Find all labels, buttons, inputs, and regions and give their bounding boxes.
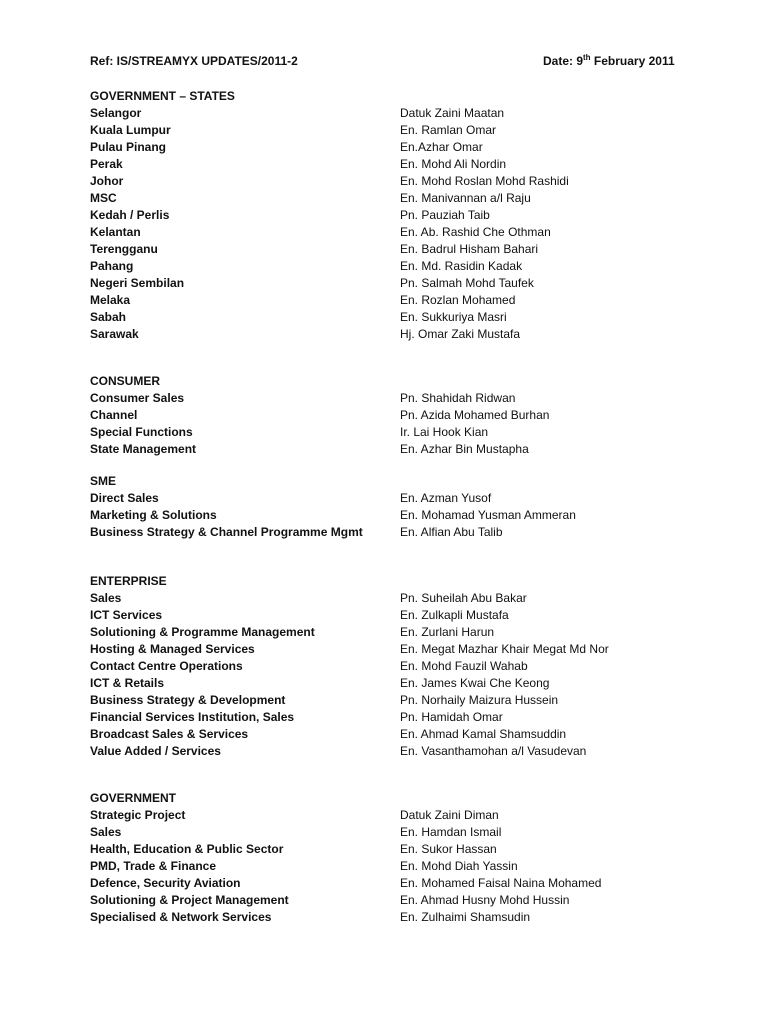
person-name: Pn. Shahidah Ridwan (400, 391, 516, 405)
person-name: En.Azhar Omar (400, 140, 483, 154)
department-label: Financial Services Institution, Sales (90, 710, 295, 724)
person-name: En. Zurlani Harun (400, 625, 495, 639)
person-name: Pn. Norhaily Maizura Hussein (400, 693, 559, 707)
date-superscript: th (583, 53, 591, 62)
list-item (90, 309, 690, 326)
list-item (90, 424, 690, 441)
person-name: En. Mohd Roslan Mohd Rashidi (400, 174, 569, 188)
department-label: Health, Education & Public Sector (90, 842, 284, 856)
section-government-states (90, 88, 690, 343)
person-name: Hj. Omar Zaki Mustafa (400, 327, 521, 341)
list-item (90, 709, 690, 726)
section-title: GOVERNMENT – STATES (90, 89, 235, 103)
department-label: Sabah (90, 310, 127, 324)
person-name: En. Hamdan Ismail (400, 825, 502, 839)
department-label: Sarawak (90, 327, 139, 341)
person-name: En. Manivannan a/l Raju (400, 191, 531, 205)
list-item (90, 207, 690, 224)
date-suffix: February 2011 (590, 54, 675, 68)
person-name: Pn. Salmah Mohd Taufek (400, 276, 534, 290)
person-name: En. Ahmad Kamal Shamsuddin (400, 727, 567, 741)
department-label: ICT Services (90, 608, 163, 622)
department-label: MSC (90, 191, 117, 205)
person-name: Pn. Pauziah Taib (400, 208, 490, 222)
department-label: Strategic Project (90, 808, 186, 822)
department-label: PMD, Trade & Finance (90, 859, 217, 873)
list-item (90, 241, 690, 258)
department-label: Channel (90, 408, 138, 422)
list-item (90, 892, 690, 909)
person-name: Datuk Zaini Maatan (400, 106, 505, 120)
list-item (90, 190, 690, 207)
department-label: Kelantan (90, 225, 141, 239)
department-label: Melaka (90, 293, 131, 307)
department-label: Solutioning & Programme Management (90, 625, 315, 639)
person-name: En. Vasanthamohan a/l Vasudevan (400, 744, 587, 758)
person-name: En. Badrul Hisham Bahari (400, 242, 539, 256)
list-item (90, 390, 690, 407)
department-label: Sales (90, 591, 122, 605)
person-name: En. James Kwai Che Keong (400, 676, 550, 690)
list-item (90, 105, 690, 122)
list-item (90, 441, 690, 458)
person-name: Ir. Lai Hook Kian (400, 425, 489, 439)
department-label: Kuala Lumpur (90, 123, 171, 137)
department-label: ICT & Retails (90, 676, 165, 690)
department-label: Solutioning & Project Management (90, 893, 289, 907)
list-item (90, 824, 690, 841)
department-label: Direct Sales (90, 491, 159, 505)
department-label: Pahang (90, 259, 134, 273)
department-label: Kedah / Perlis (90, 208, 170, 222)
list-item (90, 807, 690, 824)
department-label: Sales (90, 825, 122, 839)
department-label: Business Strategy & Channel Programme Mgmt (90, 525, 363, 539)
list-item (90, 726, 690, 743)
list-item (90, 624, 690, 641)
department-label: Defence, Security Aviation (90, 876, 241, 890)
section-title: ENTERPRISE (90, 574, 167, 588)
person-name: En. Sukkuriya Masri (400, 310, 507, 324)
section-government (90, 790, 690, 926)
list-item (90, 122, 690, 139)
list-item (90, 292, 690, 309)
department-label: Value Added / Services (90, 744, 221, 758)
department-label: Perak (90, 157, 123, 171)
department-label: Special Functions (90, 425, 193, 439)
department-label: Marketing & Solutions (90, 508, 217, 522)
list-item (90, 590, 690, 607)
person-name: Pn. Hamidah Omar (400, 710, 503, 724)
person-name: Pn. Azida Mohamed Burhan (400, 408, 550, 422)
list-item (90, 909, 690, 926)
department-label: Broadcast Sales & Services (90, 727, 249, 741)
list-item (90, 507, 690, 524)
list-item (90, 858, 690, 875)
section-title: SME (90, 474, 117, 488)
department-label: State Management (90, 442, 197, 456)
list-item (90, 139, 690, 156)
person-name: En. Mohd Fauzil Wahab (400, 659, 528, 673)
person-name: En. Sukor Hassan (400, 842, 497, 856)
list-item (90, 841, 690, 858)
person-name: En. Mohd Diah Yassin (400, 859, 518, 873)
person-name: En. Ahmad Husny Mohd Hussin (400, 893, 570, 907)
person-name: En. Rozlan Mohamed (400, 293, 516, 307)
list-item (90, 692, 690, 709)
person-name: En. Md. Rasidin Kadak (400, 259, 523, 273)
department-label: Selangor (90, 106, 142, 120)
person-name: En. Mohd Ali Nordin (400, 157, 507, 171)
person-name: En. Mohamed Faisal Naina Mohamed (400, 876, 602, 890)
list-item (90, 156, 690, 173)
person-name: En. Zulkapli Mustafa (400, 608, 509, 622)
list-item (90, 607, 690, 624)
list-item (90, 407, 690, 424)
document-date (543, 54, 675, 68)
list-item (90, 875, 690, 892)
list-item (90, 743, 690, 760)
list-item (90, 326, 690, 343)
person-name: Pn. Suheilah Abu Bakar (400, 591, 527, 605)
department-label: Johor (90, 174, 124, 188)
department-label: Business Strategy & Development (90, 693, 286, 707)
list-item (90, 524, 690, 541)
list-item (90, 224, 690, 241)
section-title: GOVERNMENT (90, 791, 177, 805)
department-label: Terengganu (90, 242, 158, 256)
list-item (90, 675, 690, 692)
person-name: Datuk Zaini Diman (400, 808, 499, 822)
person-name: En. Ab. Rashid Che Othman (400, 225, 551, 239)
department-label: Hosting & Managed Services (90, 642, 255, 656)
section-title: CONSUMER (90, 374, 161, 388)
department-label: Pulau Pinang (90, 140, 167, 154)
list-item (90, 275, 690, 292)
section-enterprise (90, 573, 690, 760)
list-item (90, 173, 690, 190)
list-item (90, 641, 690, 658)
list-item (90, 490, 690, 507)
department-label: Negeri Sembilan (90, 276, 185, 290)
department-label: Consumer Sales (90, 391, 185, 405)
person-name: En. Azhar Bin Mustapha (400, 442, 529, 456)
date-prefix: Date: 9 (543, 54, 584, 68)
person-name: En. Megat Mazhar Khair Megat Md Nor (400, 642, 609, 656)
list-item (90, 258, 690, 275)
section-consumer (90, 373, 690, 458)
person-name: En. Alfian Abu Talib (400, 525, 503, 539)
person-name: En. Azman Yusof (400, 491, 492, 505)
list-item (90, 658, 690, 675)
department-label: Contact Centre Operations (90, 659, 243, 673)
person-name: En. Mohamad Yusman Ammeran (400, 508, 576, 522)
department-label: Specialised & Network Services (90, 910, 272, 924)
person-name: En. Zulhaimi Shamsudin (400, 910, 531, 924)
person-name: En. Ramlan Omar (400, 123, 497, 137)
reference-number: Ref: IS/STREAMYX UPDATES/2011-2 (90, 54, 298, 68)
section-sme (90, 473, 690, 541)
